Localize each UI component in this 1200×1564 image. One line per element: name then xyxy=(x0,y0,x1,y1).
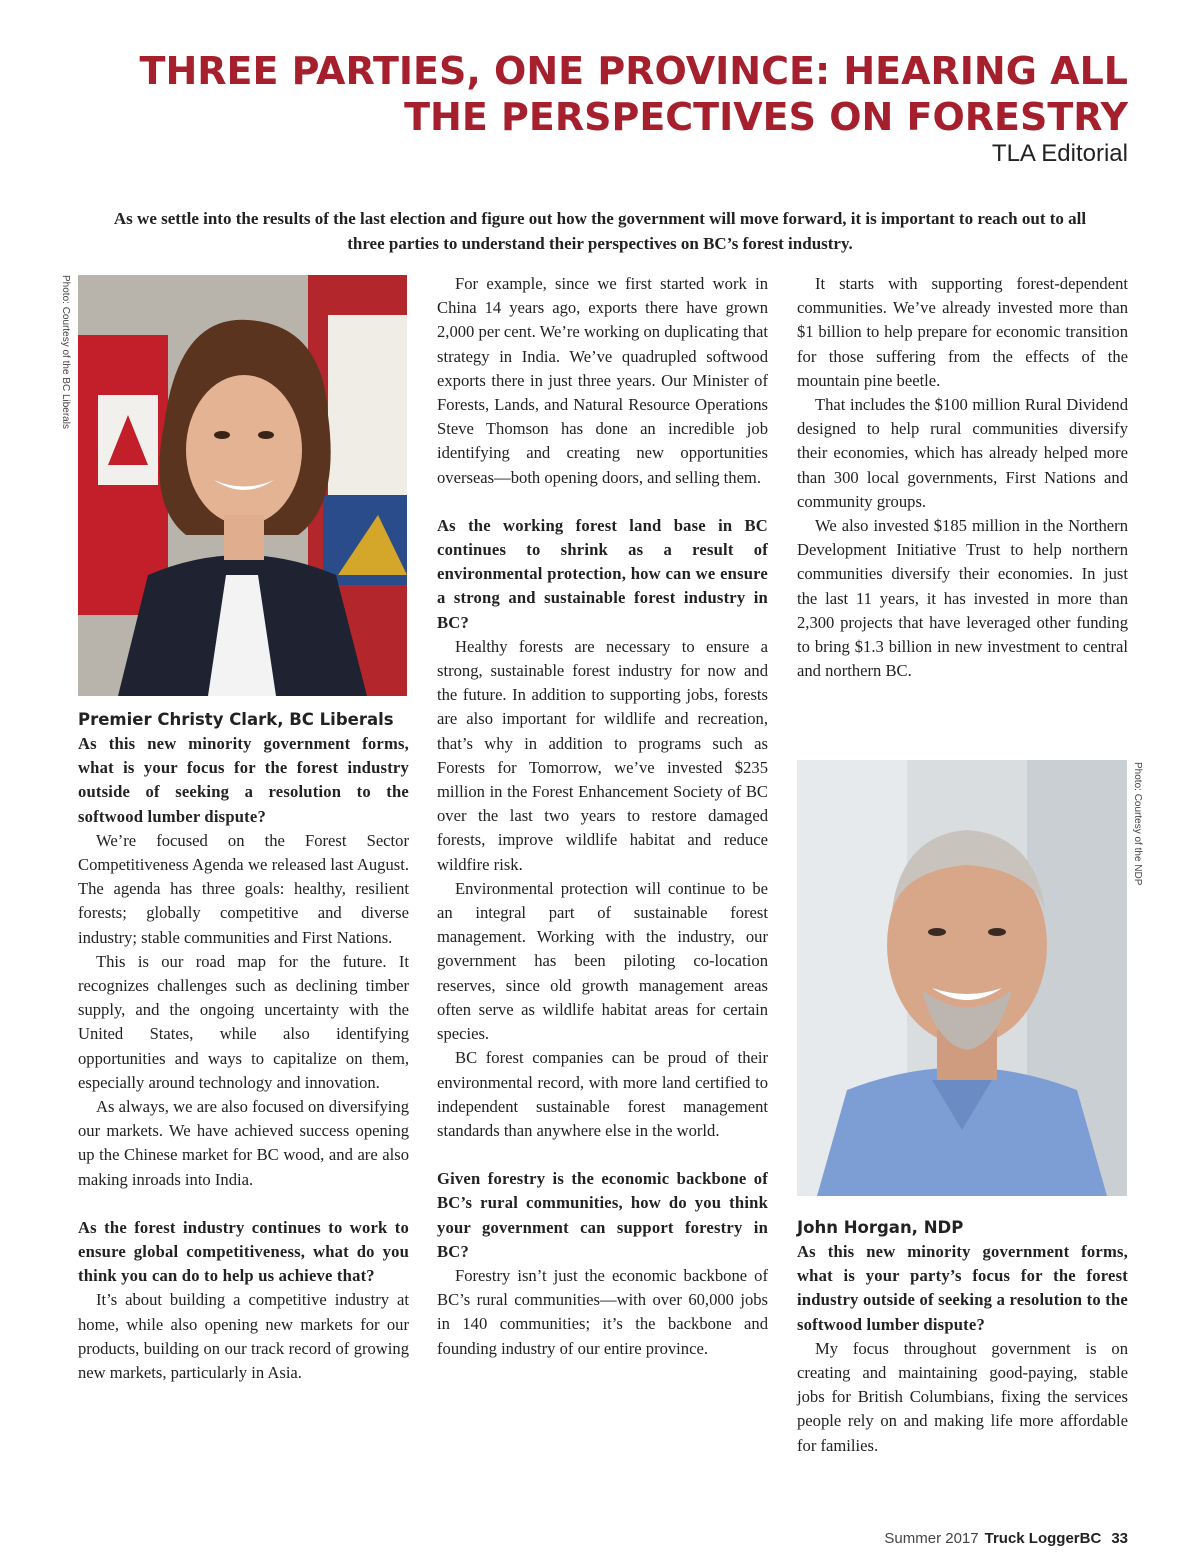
paragraph: As always, we are also focused on diversifying our markets. We have achieved success opening up the Chinese market for BC wood, and are also making inroads into India. xyxy=(78,1097,409,1189)
question: As this new minority government forms, what is your focus for the forest industry outside of seeking a resolution to the softwood lumber dispute? xyxy=(78,734,409,826)
page-footer xyxy=(884,1530,1128,1547)
speaker-name-horgan: John Horgan, NDP xyxy=(797,1218,964,1237)
paragraph: My focus throughout government is on creating and maintaining good-paying, stable jobs for British Columbians, fixing the services people rely on and making life more affordable for families. xyxy=(797,1338,1128,1455)
intro-paragraph: As we settle into the results of the last election and figure out how the government will move forward, it is important to reach out to all three parties to understand their perspectives on BC’s forest industry. xyxy=(113,209,1087,253)
speaker-name-clark: Premier Christy Clark, BC Liberals xyxy=(78,710,394,729)
clark-portrait-image xyxy=(78,275,407,696)
question: Given forestry is the economic backbone of BC’s rural communities, how do you think your government can support forestry in BC? xyxy=(437,1169,768,1261)
photo-credit-clark: Photo: Courtesy of the BC Liberals xyxy=(60,275,71,429)
paragraph: BC forest companies can be proud of their environmental record, with more land certified to independent sustainable forest management standards than anywhere else in the world. xyxy=(437,1048,768,1140)
paragraph: It’s about building a competitive industry at home, while also opening new markets for our products, building on our track record of growing new markets, particularly in Asia. xyxy=(78,1290,409,1383)
question: As this new minority government forms, what is your party’s focus for the forest industry outside of seeking a resolution to the softwood lumber dispute? xyxy=(797,1242,1128,1334)
column-2 xyxy=(437,272,768,1361)
horgan-photo xyxy=(797,760,1127,1196)
paragraph: Environmental protection will continue to be an integral part of sustainable forest management. Working with the industry, our government has been piloting co-location reserves, since old growth management areas often serve as wildlife habitat areas for certain species. xyxy=(437,878,768,1044)
column-1 xyxy=(78,708,409,1385)
paragraph: Forestry isn’t just the economic backbone of BC’s rural communities—with over 60,000 jobs in 140 communities; it’s the backbone and founding industry of our entire province. xyxy=(437,1265,768,1358)
question: As the forest industry continues to work to ensure global competitiveness, what do you think you can do to help us achieve that? xyxy=(78,1217,409,1286)
paragraph: We’re focused on the Forest Sector Competitiveness Agenda we released last August. The agenda has three goals: healthy, resilient forests; globally competitive and diverse industry; stable communities and First Nations. xyxy=(78,830,409,947)
issue-label: Summer 2017 xyxy=(884,1530,979,1547)
horgan-portrait-image xyxy=(797,760,1127,1196)
paragraph: That includes the $100 million Rural Dividend designed to help rural communities diversify their economies, which has already helped more than 300 local governments, First Nations and community groups. xyxy=(797,395,1128,511)
paragraph: We also invested $185 million in the Northern Development Initiative Trust to help northern communities diversify their economies. In just the last 11 years, it has invested in more than 2,300 projects that have leveraged other funding to bring $1.3 billion in new investment to central and northern BC. xyxy=(797,516,1128,681)
paragraph: This is our road map for the future. It recognizes challenges such as declining timber supply, and the ongoing uncertainty with the United States, while also identifying opportunities and ways to capitalize on them, especially around technology and innovation. xyxy=(78,951,409,1092)
photo-credit-horgan: Photo: Courtesy of the NDP xyxy=(1132,762,1143,886)
paragraph: It starts with supporting forest-dependent communities. We’ve already invested more than $1 billion to help prepare for economic transition for those suffering from the effects of the mountain pine beetle. xyxy=(797,274,1128,390)
column-3 xyxy=(797,272,1128,683)
question: As the working forest land base in BC continues to shrink as a result of environmental protection, how can we ensure a strong and sustainable forest industry in BC? xyxy=(437,515,768,632)
magazine-name: Truck LoggerBC xyxy=(984,1530,1102,1547)
clark-photo xyxy=(78,275,407,696)
column-3-lower xyxy=(797,1216,1128,1458)
paragraph: Healthy forests are necessary to ensure a strong, sustainable forest industry for now and the future. In addition to supporting jobs, forests are also important for wildlife and recreation, that’s why in addition to programs such as Forests for Tomorrow, we’ve invested $235 million in the Forest Enhancement Society of BC over the last two years to restore damaged forests, improve wildlife habitat and reduce wildfire risk. xyxy=(437,636,768,874)
byline: TLA Editorial xyxy=(991,140,1128,167)
paragraph: For example, since we first started work in China 14 years ago, exports there have grown 2,000 per cent. We’re working on duplicating that strategy in India. We’ve quadrupled softwood exports there in just three years. Our Minister of Forests, Lands, and Natural Resource Operations Steve Thomson has done an incredible job identifying and creating new opportunities overseas—both opening doors, and selling them. xyxy=(437,274,768,487)
page-number: 33 xyxy=(1111,1530,1128,1547)
article-title: THREE PARTIES, ONE PROVINCE: HEARING ALL THE PERSPECTIVES ON FORESTRY xyxy=(139,49,1128,139)
